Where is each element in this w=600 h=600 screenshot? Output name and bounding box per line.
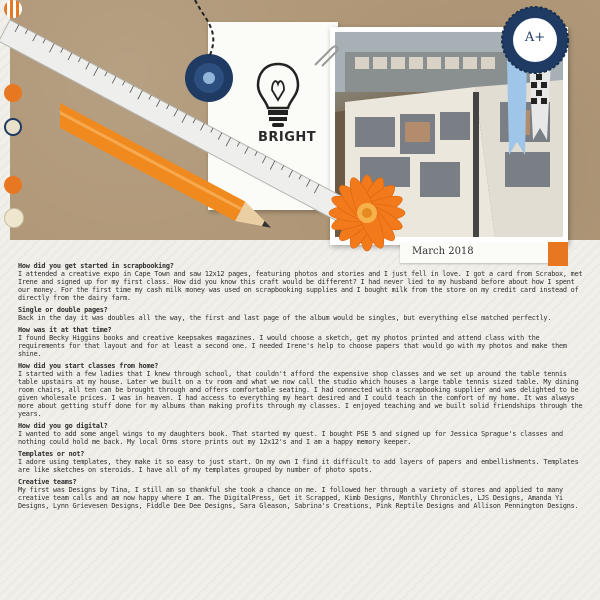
- ribbon-tails: [495, 60, 565, 160]
- question: Single or double pages?: [18, 306, 108, 314]
- answer: I adore using templates, they make it so easy to just start. On my own I find it difficult to add layers of papers and embellishments. Templates are like sketches on steroids. I have all of my templates grouped by number of photo spots.: [18, 458, 579, 474]
- answer: My first was Designs by Tina, I still am so thankful she took a chance on me. I followed her through a variety of stores and applied to many creative team calls and am now happy where I am. The DigitalPress, Get it Scrapped, Kimb Designs, Monthly Chronicles, LJS Designs, Amanda Yi Designs, Lynn Grievesen Designs, Fiddle Dee Dee Designs, Sara Gleason, Sabrina's Creations, Pink Reptile Designs and Allison Pennington Designs.: [18, 486, 579, 510]
- section-4: [18, 362, 584, 418]
- section-3: [18, 326, 584, 358]
- paper-clip-icon: [310, 40, 340, 70]
- question: Templates or not?: [18, 450, 85, 458]
- question: How did you go digital?: [18, 422, 108, 430]
- question: How did you start classes from home?: [18, 362, 159, 370]
- answer: I wanted to add some angel wings to my daughters book. That started my quest. I bought PSE 5 and signed up for Jessica Sprague's classes and nothing could hold me back. My local Orms store prints out my 12x12's and I am a happy memory keeper.: [18, 430, 563, 446]
- orange-flower-embellishment: [322, 168, 412, 258]
- section-2: [18, 306, 584, 322]
- question: How was it at that time?: [18, 326, 112, 334]
- card-title: BRIGHT: [258, 130, 317, 145]
- question: How did you get started in scrapbooking?: [18, 262, 174, 270]
- pencil: [60, 95, 310, 235]
- answer: Back in the day it was doubles all the way, the first and last page of the album would be singles, but everything else matched perfectly.: [18, 314, 552, 322]
- section-6: [18, 450, 584, 474]
- answer: I attended a creative expo in Cape Town and saw 12x12 pages, featuring photos and stories and I just fell in love. I got a card from Scrabox, met Irene and signed up for my first class. How did you know this craft would be different? I had never lied to my husband before about how I spent our money. For the first time my cash milk money was used on scrapbooking supplies and I bought milk from the store on my credit card instead of directly from the dairy farm.: [18, 270, 583, 302]
- badge-label: A+: [524, 30, 546, 45]
- section-1: [18, 262, 584, 302]
- journaling-text: [18, 258, 584, 510]
- question: Creative teams?: [18, 478, 77, 486]
- section-7: [18, 478, 584, 510]
- photo-date: March 2018: [412, 246, 474, 257]
- answer: I found Becky Higgins books and creative keepsakes magazines. I would choose a sketch, get my photos printed and attend class with the requirements for that layout and for at least a second one. I needed Irene's help to choose papers that would go with my photos and make them shine.: [18, 334, 567, 358]
- answer: I started with a few ladies that I knew through school, that couldn't afford the expensive shop classes and we set up around the table tennis table upstairs at my house. Later we built on a tv room and what we now call the studio which houses a large table tennis sized table. My dining room chairs, all ten can be brought through and offers comfortable seating. I had connected with a scrapbooking supplier and was delighted to be given wholesale prices. I was in heaven. I had access to everything my heart desired and I could teach in the comfort of my home. It was always more about getting stuff done for my albums than making profits through my classes. I enjoyed teaching and we built solid friendships through the years.: [18, 370, 583, 418]
- section-5: [18, 422, 584, 446]
- twine: [190, 0, 230, 60]
